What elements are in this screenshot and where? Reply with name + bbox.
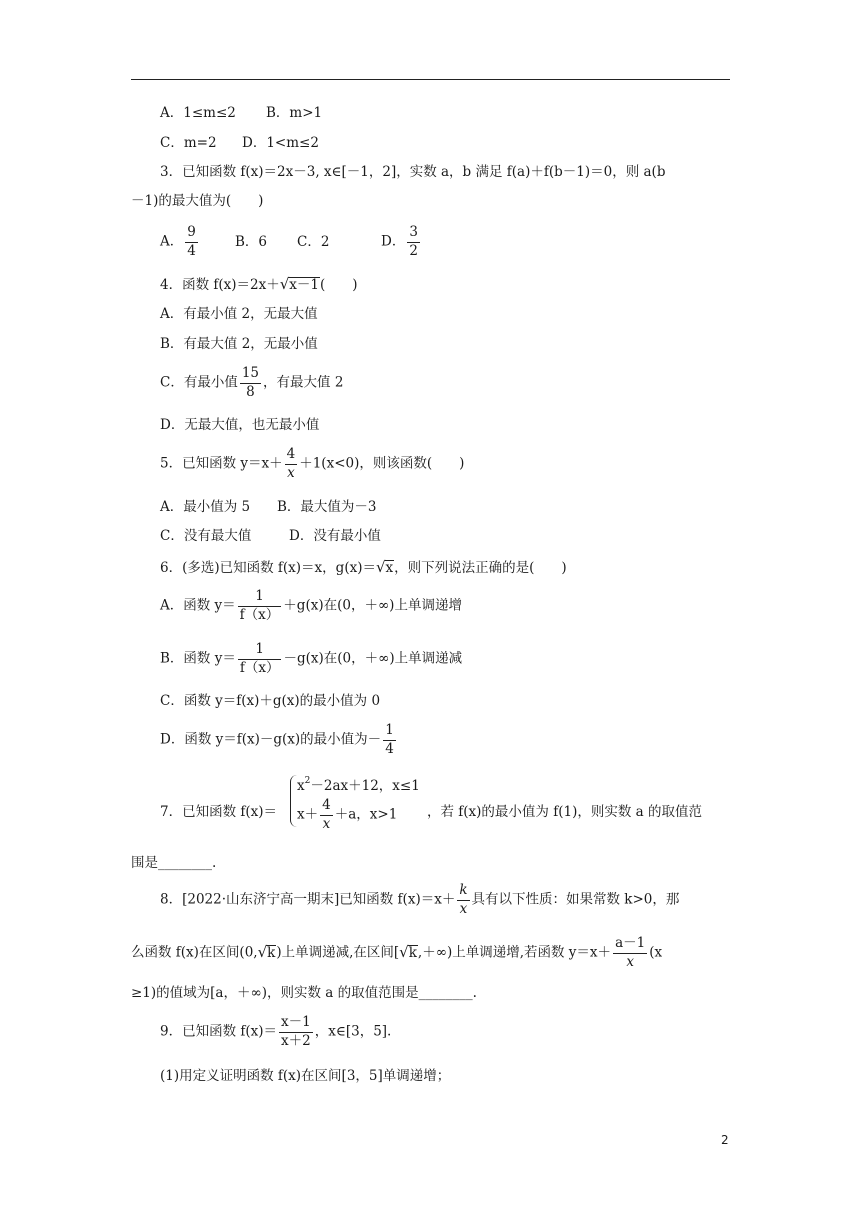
- sqrt-sign: √: [399, 942, 409, 961]
- sqrt-sign: √: [375, 558, 386, 576]
- fraction: $\frac{a-1}{x}$: [615, 935, 646, 970]
- q5-option-a: A．最小值为 5: [160, 499, 251, 515]
- q6-stem: 6．(多选)已知函数 f(x)＝x，g(x)＝√x，则下列说法正确的是( ): [160, 558, 567, 576]
- fraction: $\frac{x-1}{x+2}$: [281, 1014, 311, 1049]
- q7-stem-tail: ，若 f(x)的最小值为 f(1)，则实数 a 的取值范: [427, 804, 702, 820]
- q4-option-d: D．无最大值，也无最小值: [160, 417, 320, 433]
- q5-stem: 5．已知函数 y＝x＋ $\frac{4}{x}$ ＋1(x<0)，则该函数( ): [160, 446, 465, 481]
- q2-option-d: D．1<m≤2: [242, 135, 319, 151]
- q2-option-c: C．m=2: [160, 135, 217, 151]
- q9-stem: 9．已知函数 f(x)＝ $\frac{x-1}{x+2}$ ，x∈[3，5].: [160, 1014, 392, 1049]
- fraction: $\frac{15}{8}$: [241, 365, 260, 400]
- q4-stem: 4．函数 f(x)＝2x＋√x－1( ): [160, 275, 358, 293]
- q6-option-a: A．函数 y＝ $\frac{1}{f(x)}$ ＋g(x)在(0，＋∞)上单调递增: [160, 588, 462, 623]
- fraction: $\frac{k}{x}$: [459, 882, 468, 917]
- q5-option-d: D．没有最小值: [289, 528, 381, 544]
- q3-option-a: A． $\frac{9}{4}$: [160, 224, 196, 259]
- page-number: 2: [721, 1133, 729, 1147]
- q3-option-c: C．2: [297, 234, 330, 250]
- q5-option-c: C．没有最大值: [160, 528, 252, 544]
- fraction: $\frac{4}{x}$: [322, 797, 331, 832]
- q7-stem-line2: 围是________.: [131, 855, 217, 871]
- fraction: $\frac{1}{f(x)}$: [239, 641, 280, 676]
- fraction: $\frac{1}{f(x)}$: [239, 588, 280, 623]
- fraction: $\frac{3}{2}$: [409, 224, 418, 259]
- q8-stem-line3: ≥1)的值域为[a，＋∞)，则实数 a 的取值范围是________.: [131, 985, 477, 1001]
- fraction: $\frac{9}{4}$: [187, 224, 196, 259]
- q4-option-c: C．有最小值 $\frac{15}{8}$ ，有最大值 2: [160, 365, 344, 400]
- header-rule: [131, 79, 730, 80]
- fraction: $\frac{1}{4}$: [385, 722, 394, 757]
- q9-part-1: (1)用定义证明函数 f(x)在区间[3，5]单调递增；: [160, 1068, 451, 1084]
- q6-option-b: B．函数 y＝ $\frac{1}{f(x)}$ －g(x)在(0，＋∞)上单调递减: [160, 641, 463, 676]
- q6-option-d: D．函数 y＝f(x)－g(x)的最小值为－ $\frac{1}{4}$: [160, 722, 394, 757]
- q2-option-b: B．m>1: [266, 105, 323, 121]
- sqrt-sign: √: [257, 942, 268, 961]
- sqrt-sign: √: [279, 275, 290, 293]
- q5-option-b: B．最大值为－3: [277, 499, 377, 515]
- q2-option-a: A．1≤m≤2: [160, 105, 236, 121]
- fraction: $\frac{4}{x}$: [286, 446, 296, 481]
- q3-option-d: D． $\frac{3}{2}$: [381, 224, 418, 259]
- q7-case-1: x2－2ax＋12，x≤1: [297, 776, 420, 794]
- q7-case-2: x＋ $\frac{4}{x}$ ＋a，x>1: [297, 797, 398, 832]
- q6-option-c: C．函数 y＝f(x)＋g(x)的最小值为 0: [160, 693, 381, 709]
- piecewise-brace: [290, 775, 297, 827]
- q7-stem-lead: 7．已知函数 f(x)＝: [160, 804, 278, 820]
- q8-stem-line2: 么函数 f(x)在区间(0,√k)上单调递减,在区间[√k,＋∞)上单调递增,若函数 y＝x＋ $\frac{a-1}{x}$ (x: [131, 935, 663, 970]
- q3-option-b: B．6: [235, 234, 268, 250]
- q3-stem-line1: 3．已知函数 f(x)＝2x－3, x∈[－1，2]，实数 a，b 满足 f(a)＋f(b－1)＝0，则 a(b: [160, 164, 666, 180]
- q3-stem-line2: －1)的最大值为( ): [131, 193, 264, 209]
- q8-stem-line1: 8．[2022·山东济宁高一期末]已知函数 f(x)＝x＋ $\frac{k}{x}$ 具有以下性质：如果常数 k>0，那: [160, 882, 680, 917]
- q4-option-b: B．有最大值 2，无最小值: [160, 336, 318, 352]
- q4-option-a: A．有最小值 2，无最大值: [160, 306, 318, 322]
